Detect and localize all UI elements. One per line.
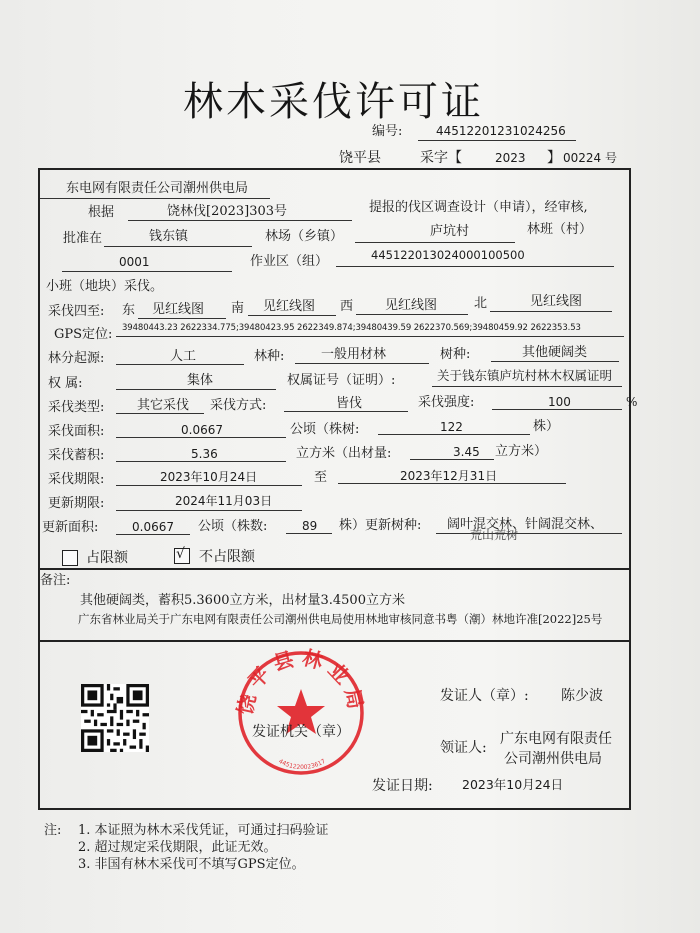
applicant-name: 东电网有限责任公司潮州供电局 (66, 181, 249, 196)
quota-in-checkbox[interactable] (62, 550, 78, 566)
remarks-line1: 其他硬阔类，蓄积5.3600立方米，出材量3.4500立方米 (80, 593, 405, 608)
species-label: 树种: (440, 347, 471, 362)
note-2: 2. 超过规定采伐期限，此证无效。 (78, 840, 277, 855)
issuing-org-label: 发证机关（章） (252, 724, 350, 740)
area-value: 0.0667 (181, 423, 223, 437)
period-from: 2023年10月24日 (160, 470, 258, 484)
basis-value: 饶林伐[2023]303号 (167, 204, 288, 219)
issue-date-value: 2023年10月24日 (462, 777, 564, 792)
area-label: 采伐面积: (48, 424, 105, 439)
volume-label: 采伐蓄积: (48, 448, 105, 463)
lin-ban-label: 林班（村） (527, 222, 593, 237)
official-seal-icon (232, 645, 370, 780)
harvest-intensity-label: 采伐强度: (418, 395, 475, 410)
issuer-name: 陈少波 (561, 688, 603, 704)
serial-value: 44512201231024256 (436, 124, 566, 138)
renew-species: 阔叶混交林、针阔混交林、 (447, 517, 604, 532)
char-label: 采字【 (420, 150, 462, 166)
cert-year: 2023 (495, 151, 526, 165)
forest-type-value: 一般用材林 (321, 347, 387, 362)
notes-label: 注: (44, 823, 62, 838)
ownership-label: 权 属: (48, 376, 83, 391)
volume-unit2: 立方米） (495, 444, 548, 459)
zone-value: 445122013024000100500 (371, 248, 525, 262)
ownership-cert-label: 权属证号（证明）: (287, 373, 396, 388)
bounds-label: 采伐四至: (48, 304, 105, 319)
renew-deadline-value: 2024年11月03日 (175, 494, 273, 508)
bounds-west-value: 见红线图 (385, 298, 438, 313)
volume-output: 3.45 (453, 445, 480, 459)
area-unit: 公顷（株树: (290, 422, 360, 437)
species-value: 其他硬阔类 (522, 345, 588, 360)
basis-suffix: 提报的伐区调查设计（申请），经审核, (369, 200, 588, 215)
harvest-method-label: 采伐方式: (210, 398, 267, 413)
area-trees: 122 (440, 420, 463, 434)
receiver-label: 领证人: (440, 740, 487, 756)
bounds-west: 西 (340, 299, 354, 314)
qr-code-icon[interactable] (81, 684, 149, 752)
approve-label: 批准在 (63, 231, 103, 246)
ownership-cert-value: 关于钱东镇庐坑村林木权属证明 (437, 368, 613, 383)
period-to-label: 至 (314, 470, 328, 485)
page-title: 林木采伐许可证 (183, 79, 484, 125)
harvest-intensity-value: 100 (548, 395, 571, 409)
issuer-label: 发证人（章）: (440, 688, 529, 704)
bounds-north-value: 见红线图 (530, 294, 583, 309)
harvest-intensity-percent: % (626, 395, 638, 409)
forest-farm-label: 林场（乡镇） (265, 229, 344, 244)
renew-area-label: 更新面积: (42, 520, 99, 535)
svg-text:饶平县林业局: 饶平县林业局 (232, 645, 370, 717)
svg-text:4451220023617: 4451220023617 (277, 757, 327, 772)
renew-area-unit: 公顷（株数: (198, 519, 268, 534)
area-unit2: 株） (533, 419, 560, 434)
volume-unit: 立方米（出材量: (296, 446, 392, 461)
renew-area-value: 0.0667 (132, 520, 174, 534)
char-close: 】 (547, 150, 561, 166)
volume-value: 5.36 (191, 447, 218, 461)
origin-label: 林分起源: (48, 351, 105, 366)
county-label: 饶平县 (339, 150, 381, 166)
gps-value: 39480443.23 2622334.775;39480423.95 2622349.874;39480439.59 2622370.569;39480459.92 2622353.53 (122, 323, 581, 333)
quota-in-label: 占限额 (86, 550, 128, 566)
cert-number: 00224 号 (563, 151, 617, 165)
small-class-suffix: 小班（地块）采伐。 (46, 279, 164, 294)
basis-label: 根据 (88, 205, 115, 220)
harvest-type-label: 采伐类型: (48, 400, 105, 415)
zone-label: 作业区（组） (250, 254, 329, 269)
bounds-east-value: 见红线图 (152, 302, 205, 317)
receiver-line1: 广东电网有限责任 (500, 731, 612, 747)
approve-town: 钱东镇 (149, 229, 189, 244)
renew-species-cut: 荒山荒树 (470, 528, 519, 542)
small-class-value: 0001 (119, 255, 150, 269)
bounds-south-value: 见红线图 (263, 299, 316, 314)
forest-type-label: 林种: (254, 349, 285, 364)
quota-out-checkmark: √ (176, 546, 185, 562)
harvest-method-value: 皆伐 (336, 396, 363, 411)
issue-date-label: 发证日期: (372, 778, 433, 794)
note-1: 1. 本证照为林木采伐凭证，可通过扫码验证 (78, 823, 329, 838)
bounds-north: 北 (474, 296, 488, 311)
origin-value: 人工 (170, 349, 197, 364)
renew-area-count: 89 (302, 519, 318, 533)
bounds-east: 东 (122, 303, 136, 318)
remarks-line2: 广东省林业局关于广东电网有限责任公司潮州供电局使用林地审核同意书粤（潮）林地许准[2022]25号 (78, 612, 603, 626)
quota-out-label: 不占限额 (199, 549, 255, 565)
harvest-type-value: 其它采伐 (137, 398, 190, 413)
period-label: 采伐期限: (48, 472, 105, 487)
renew-deadline-label: 更新期限: (48, 496, 105, 511)
gps-label: GPS定位: (54, 327, 113, 342)
serial-label: 编号: (372, 124, 403, 139)
period-to: 2023年12月31日 (400, 469, 498, 483)
bounds-south: 南 (231, 301, 245, 316)
approve-village: 庐坑村 (430, 224, 470, 239)
remarks-label: 备注: (40, 573, 71, 588)
receiver-line2: 公司潮州供电局 (504, 751, 602, 767)
renew-area-unit2: 株）更新树种: (339, 518, 422, 533)
ownership-value: 集体 (187, 373, 214, 388)
note-3: 3. 非国有林木采伐可不填写GPS定位。 (78, 857, 305, 872)
